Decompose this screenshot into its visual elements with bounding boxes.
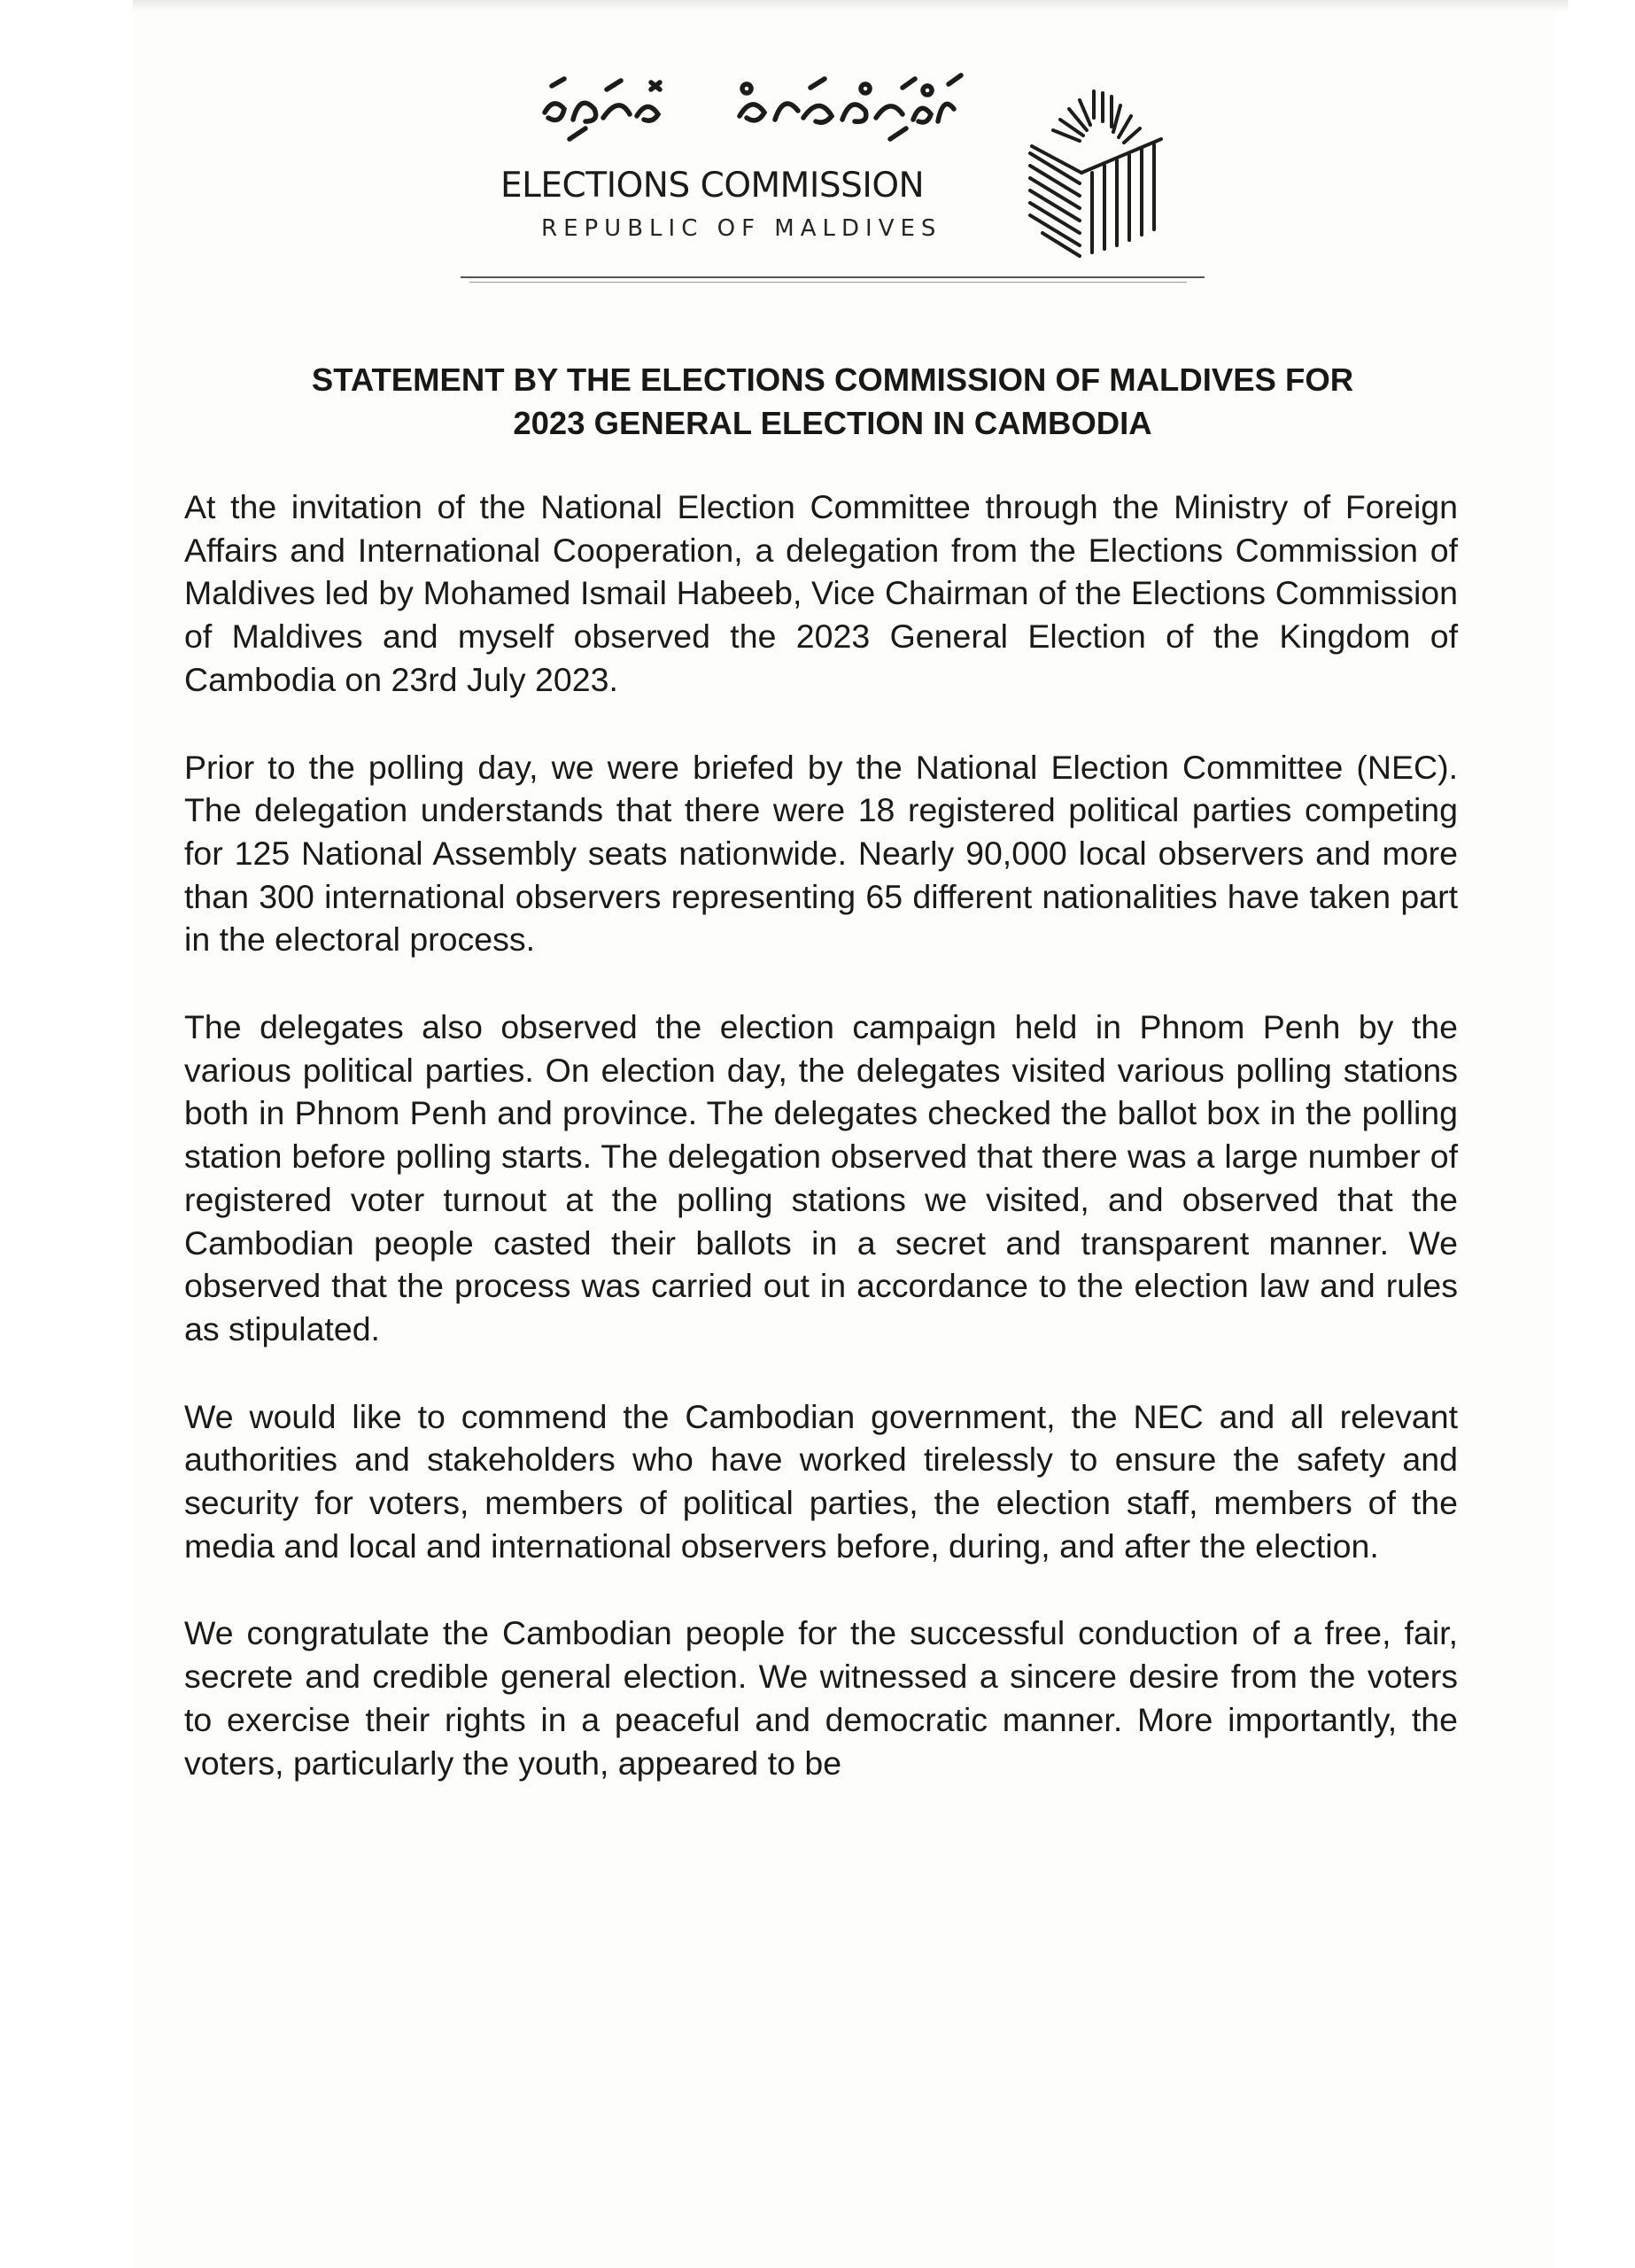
dhivehi-wordmark (518, 66, 1014, 146)
letterhead (483, 66, 1191, 270)
scan-edge-shadow (133, 0, 1568, 11)
scan-margin-right (1555, 0, 1635, 2268)
divider-line-top (461, 276, 1205, 278)
paragraph-briefing: Prior to the polling day, we were briefed by the National Election Committee (NEC). The delegation understands that there were 18 registered political parties competing for 125 National Assembly seats nationwide. Nearly 90,000 local observers and more than 300 international observers representing 65 different nationalities have taken part in the electoral process. (184, 748, 1458, 959)
paragraph-congratulation: We congratulate the Cambodian people for the successful conduction of a free, fair, secrete and credible general election. We witnessed a sincere desire from the voters to exercise their rights in a peaceful and democratic manner. More importantly, the voters, particularly the youth, appeared to be (184, 1614, 1458, 1782)
divider-line-bottom (469, 282, 1187, 283)
title-line-2: 2023 GENERAL ELECTION IN CAMBODIA (513, 405, 1152, 441)
letterhead-divider (461, 276, 1205, 285)
statement-title (159, 358, 1506, 445)
statement-body (184, 485, 1458, 1829)
paragraph-invitation: At the invitation of the National Election Committee through the Ministry of Foreign Affairs and International Cooperation, a delegation from the Elections Commission of Maldives led by Mohamed Ismail Habeeb, Vice Chairman of the Elections Commission of Maldives and myself observed the 2023 General Election of the Kingdom of Cambodia on 23rd July 2023. (184, 488, 1458, 698)
org-country: REPUBLIC OF MALDIVES (541, 215, 942, 242)
elections-commission-logo-icon (1025, 84, 1166, 261)
org-name: ELECTIONS COMMISSION (500, 166, 925, 206)
paragraph-observation: The delegates also observed the election campaign held in Phnom Penh by the various political parties. On election day, the delegates visited various polling stations both in Phnom Penh and province. The delegates checked the ballot box in the polling station before polling starts. The delegation observed that there was a large number of registered voter turnout at the polling stations we visited, and observed that the Cambodian people casted their ballots in a secret and transparent manner. We observed that the process was carried out in accordance to the election law and rules as stipulated. (184, 1008, 1458, 1348)
scan-margin-left (0, 0, 133, 2268)
paragraph-commendation: We would like to commend the Cambodian government, the NEC and all relevant authorities and stakeholders who have worked tirelessly to ensure the safety and security for voters, members of political parties, the election staff, members of the media and local and international observers before, during, and after the election. (184, 1397, 1458, 1565)
title-line-1: STATEMENT BY THE ELECTIONS COMMISSION OF MALDIVES FOR (311, 361, 1354, 398)
